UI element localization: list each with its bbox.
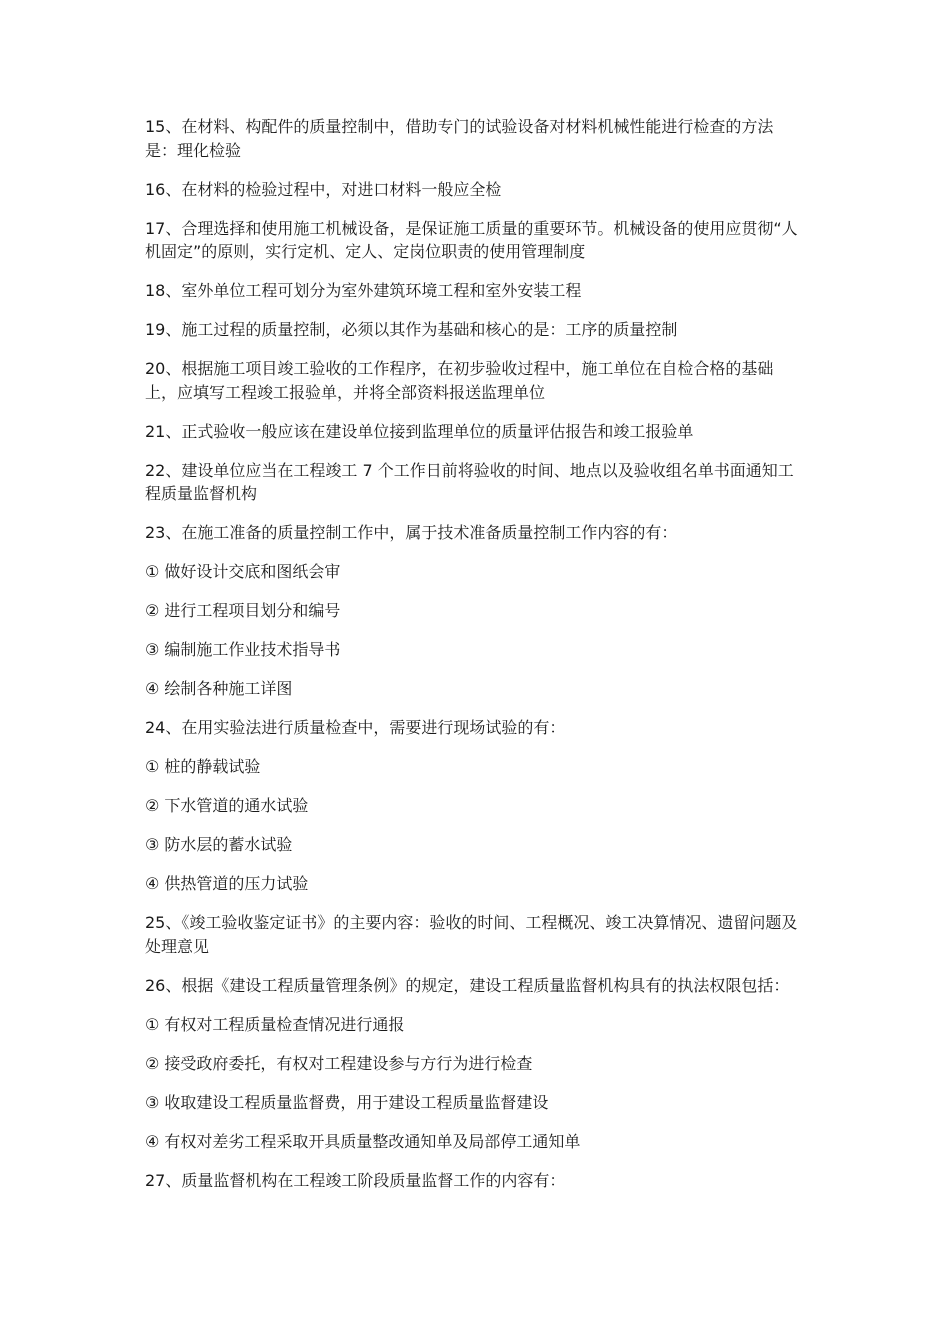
paragraph-q24: 24、在用实验法进行质量检查中，需要进行现场试验的有： [145, 718, 566, 737]
list-item-q26-1: ① 有权对工程质量检查情况进行通报 [145, 1014, 405, 1034]
paragraph-q17: 17、合理选择和使用施工机械设备，是保证施工质量的重要环节。机械设备的使用应贯彻“人机固定”的原则，实行定机、定人、定岗位职责的使用管理制度 [145, 218, 798, 261]
list-item-q26-3: ③ 收取建设工程质量监督费，用于建设工程质量监督建设 [145, 1092, 549, 1112]
list-item-q26-2: ② 接受政府委托，有权对工程建设参与方行为进行检查 [145, 1053, 533, 1073]
list-item-q26-4: ④ 有权对差劣工程采取开具质量整改通知单及局部停工通知单 [145, 1131, 581, 1151]
paragraph-q19: 19、施工过程的质量控制，必须以其作为基础和核心的是：工序的质量控制 [145, 320, 678, 339]
list-item-q23-1: ① 做好设计交底和图纸会审 [145, 562, 341, 581]
paragraph-q22: 22、建设单位应当在工程竣工 7 个工作日前将验收的时间、地点以及验收组名单书面通知工程质量监督机构 [145, 460, 794, 503]
list-item-q24-2: ② 下水管道的通水试验 [145, 796, 309, 815]
list-item-q23-3: ③ 编制施工作业技术指导书 [145, 640, 341, 659]
list-item-q23-4: ④ 绘制各种施工详图 [145, 679, 293, 698]
list-item-q24-1: ① 桩的静载试验 [145, 757, 261, 776]
list-item-q23-2: ② 进行工程项目划分和编号 [145, 601, 341, 620]
paragraph-q15: 15、在材料、构配件的质量控制中，借助专门的试验设备对材料机械性能进行检查的方法是：理化检验 [145, 117, 774, 160]
paragraph-q27: 27、质量监督机构在工程竣工阶段质量监督工作的内容有： [145, 1170, 566, 1190]
paragraph-q23: 23、在施工准备的质量控制工作中，属于技术准备质量控制工作内容的有： [145, 523, 678, 542]
paragraph-q18: 18、室外单位工程可划分为室外建筑环境工程和室外安装工程 [145, 281, 582, 300]
list-item-q24-4: ④ 供热管道的压力试验 [145, 874, 309, 893]
paragraph-q25: 25、《竣工验收鉴定证书》的主要内容：验收的时间、工程概况、竣工决算情况、遗留问题及处理意见 [145, 913, 798, 956]
paragraph-q16: 16、在材料的检验过程中，对进口材料一般应全检 [145, 179, 502, 199]
paragraph-q20: 20、根据施工项目竣工验收的工作程序，在初步验收过程中，施工单位在自检合格的基础上，应填写工程竣工报验单，并将全部资料报送监理单位 [145, 359, 774, 402]
document-body [145, 115, 805, 1208]
paragraph-q21: 21、正式验收一般应该在建设单位接到监理单位的质量评估报告和竣工报验单 [145, 421, 694, 441]
list-item-q24-3: ③ 防水层的蓄水试验 [145, 835, 293, 854]
paragraph-q26: 26、根据《建设工程质量管理条例》的规定，建设工程质量监督机构具有的执法权限包括： [145, 975, 790, 995]
